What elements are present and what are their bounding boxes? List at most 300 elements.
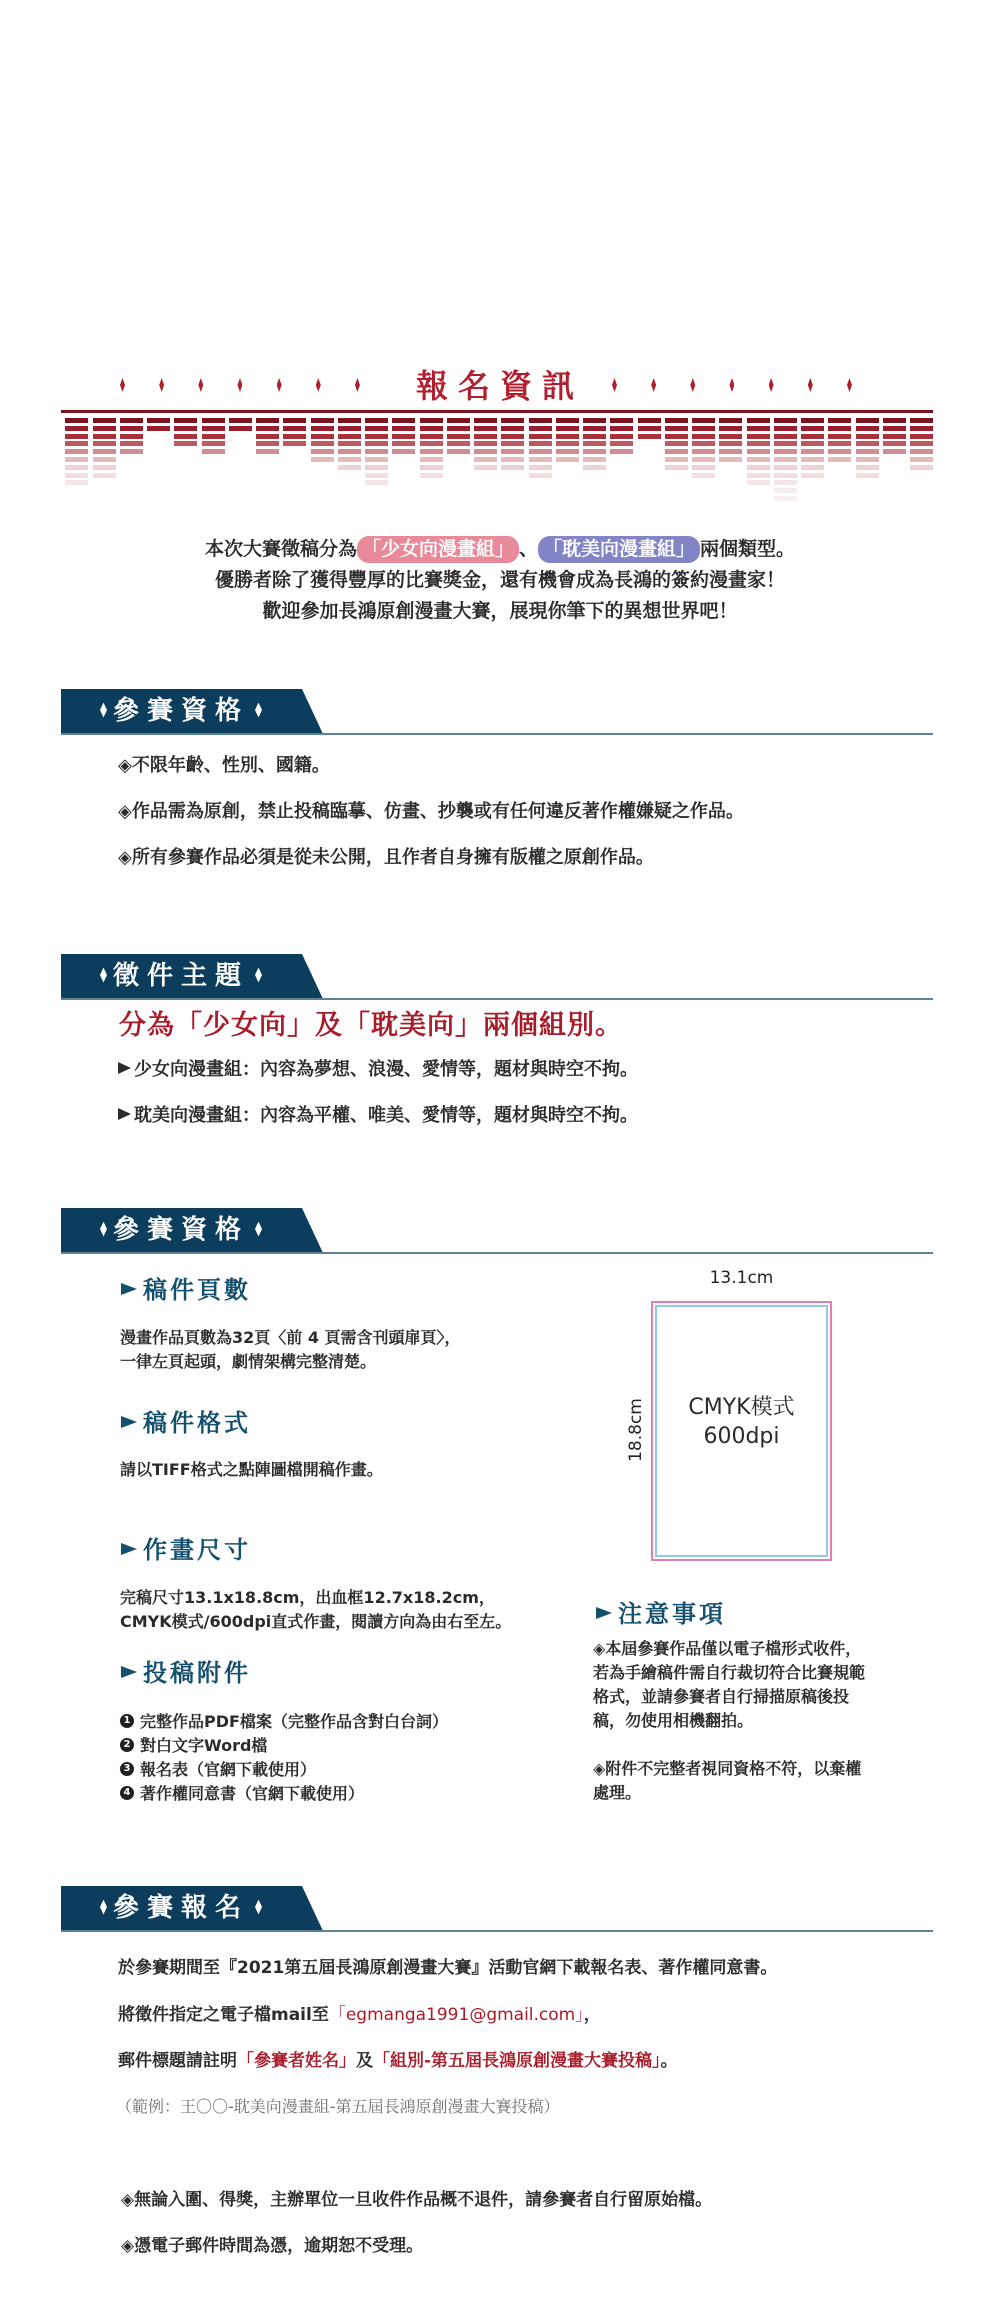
equalizer-cell bbox=[801, 441, 824, 446]
equalizer-cell bbox=[365, 434, 388, 439]
equalizer-column bbox=[747, 418, 770, 488]
equalizer-column bbox=[474, 418, 497, 473]
equalizer-cell bbox=[365, 449, 388, 454]
notes-item-1 bbox=[593, 1637, 865, 1733]
equalizer-cell bbox=[556, 426, 579, 431]
attachment-item bbox=[120, 1710, 448, 1734]
equalizer-cell bbox=[311, 441, 334, 446]
note-line: 格式，並請參賽者自行掃描原稿後投 bbox=[593, 1687, 850, 1706]
eligibility-item: ◈所有參賽作品必須是從未公開，且作者自身擁有版權之原創作品。 bbox=[118, 847, 654, 868]
banner-rule bbox=[61, 410, 933, 413]
diamond-icon bbox=[612, 378, 617, 392]
equalizer-cell bbox=[174, 434, 197, 439]
equalizer-cell bbox=[311, 418, 334, 423]
equalizer-cell bbox=[392, 426, 415, 431]
equalizer-cell bbox=[610, 418, 633, 423]
equalizer-cell bbox=[747, 418, 770, 423]
equalizer-column bbox=[93, 418, 116, 480]
attachment-item bbox=[120, 1782, 448, 1806]
subheading-notes bbox=[596, 1594, 726, 1629]
equalizer-cell bbox=[747, 441, 770, 446]
equalizer-cell bbox=[583, 465, 606, 470]
diamond-icon bbox=[255, 703, 262, 718]
registration-note: ◈無論入圍、得獎，主辦單位一旦收件作品概不退件，請參賽者自行留原始檔。 bbox=[121, 2190, 713, 2210]
equalizer-cell bbox=[501, 465, 524, 470]
equalizer-cell bbox=[501, 441, 524, 446]
equalizer-cell bbox=[774, 434, 797, 439]
equalizer-cell bbox=[583, 449, 606, 454]
equalizer-column bbox=[774, 418, 797, 504]
intro-text bbox=[0, 534, 1000, 627]
registration-line-3-prefix: 郵件標題請註明 bbox=[118, 2051, 237, 2071]
equalizer-cell bbox=[883, 449, 906, 454]
section-title bbox=[61, 689, 301, 734]
pointer-arrow-icon bbox=[121, 1416, 137, 1428]
equalizer-cell bbox=[665, 418, 688, 423]
pointer-arrow-icon bbox=[121, 1283, 137, 1295]
equalizer-cell bbox=[856, 465, 879, 470]
equalizer-cell bbox=[529, 418, 552, 423]
registration-line-3-suffix: 。 bbox=[660, 2051, 678, 2071]
equalizer-cell bbox=[719, 434, 742, 439]
equalizer-cell bbox=[365, 418, 388, 423]
equalizer-cell bbox=[556, 418, 579, 423]
dpi-label: 600dpi bbox=[703, 1424, 780, 1449]
equalizer-cell bbox=[365, 480, 388, 485]
note-line: 處理。 bbox=[593, 1783, 642, 1802]
equalizer-cell bbox=[229, 418, 252, 423]
equalizer-cell bbox=[283, 441, 306, 446]
equalizer-cell bbox=[392, 441, 415, 446]
equalizer-cell bbox=[692, 441, 715, 446]
equalizer-cell bbox=[529, 441, 552, 446]
equalizer-cell bbox=[556, 441, 579, 446]
section-title bbox=[61, 1208, 301, 1253]
section-title-text: 參賽資格 bbox=[112, 1215, 249, 1245]
equalizer-cell bbox=[65, 465, 88, 470]
registration-line-2 bbox=[118, 2002, 601, 2028]
equalizer-column bbox=[529, 418, 552, 480]
intro-line-1-prefix: 本次大賽徵稿分為 bbox=[204, 538, 357, 560]
equalizer-column bbox=[120, 418, 143, 457]
equalizer-cell bbox=[638, 434, 661, 439]
equalizer-cell bbox=[365, 441, 388, 446]
theme-item bbox=[118, 1103, 638, 1129]
diamond-icon bbox=[847, 378, 852, 392]
equalizer-cell bbox=[256, 426, 279, 431]
equalizer-cell bbox=[583, 457, 606, 462]
section-header-theme bbox=[61, 954, 933, 1000]
equalizer-cell bbox=[447, 418, 470, 423]
equalizer-cell bbox=[828, 426, 851, 431]
equalizer-cell bbox=[556, 457, 579, 462]
equalizer-cell bbox=[365, 426, 388, 431]
equalizer-cell bbox=[583, 441, 606, 446]
number-bullet-icon: 2 bbox=[120, 1738, 134, 1752]
equalizer-cell bbox=[747, 434, 770, 439]
size-text bbox=[120, 1586, 511, 1634]
equalizer-cell bbox=[856, 426, 879, 431]
equalizer-cell bbox=[719, 441, 742, 446]
equalizer-cell bbox=[719, 418, 742, 423]
equalizer-cell bbox=[774, 457, 797, 462]
equalizer-cell bbox=[174, 426, 197, 431]
eligibility-item: ◈不限年齡、性別、國籍。 bbox=[118, 755, 330, 776]
equalizer-cell bbox=[610, 449, 633, 454]
equalizer-cell bbox=[93, 434, 116, 439]
equalizer-cell bbox=[256, 418, 279, 423]
registration-line-1: 於參賽期間至『2021第五屆長鴻原創漫畫大賽』活動官網下載報名表、著作權同意書。 bbox=[118, 1958, 778, 1978]
equalizer-cell bbox=[801, 434, 824, 439]
equalizer-cell bbox=[147, 418, 170, 423]
equalizer-cell bbox=[747, 480, 770, 485]
equalizer-cell bbox=[392, 418, 415, 423]
theme-item-text: 耽美向漫畫組：內容為平權、唯美、愛情等，題材與時空不拘。 bbox=[134, 1105, 638, 1126]
section-header-registration bbox=[61, 1886, 933, 1932]
equalizer-cell bbox=[474, 441, 497, 446]
equalizer-cell bbox=[828, 418, 851, 423]
equalizer-cell bbox=[665, 449, 688, 454]
registration-note: ◈憑電子郵件時間為憑，逾期恕不受理。 bbox=[121, 2236, 424, 2256]
equalizer-cell bbox=[801, 465, 824, 470]
equalizer-cell bbox=[338, 434, 361, 439]
subheading-text: 注意事項 bbox=[618, 1600, 726, 1628]
equalizer-cell bbox=[420, 473, 443, 478]
equalizer-column bbox=[556, 418, 579, 465]
equalizer-cell bbox=[883, 418, 906, 423]
format-text: 請以TIFF格式之點陣圖檔開稿作畫。 bbox=[120, 1460, 383, 1479]
equalizer-cell bbox=[610, 434, 633, 439]
equalizer-cell bbox=[474, 434, 497, 439]
subheading-format bbox=[121, 1403, 251, 1438]
section-title-text: 參賽報名 bbox=[112, 1893, 249, 1923]
equalizer-cell bbox=[174, 441, 197, 446]
equalizer-cell bbox=[474, 457, 497, 462]
equalizer-cell bbox=[120, 418, 143, 423]
equalizer-cell bbox=[692, 426, 715, 431]
equalizer-cell bbox=[610, 441, 633, 446]
diamond-icon bbox=[100, 968, 107, 983]
equalizer-cell bbox=[93, 449, 116, 454]
equalizer-cell bbox=[474, 418, 497, 423]
registration-line-2-suffix: ， bbox=[583, 2005, 601, 2025]
equalizer-cell bbox=[828, 441, 851, 446]
equalizer-column bbox=[583, 418, 606, 473]
subheading-text: 投稿附件 bbox=[143, 1659, 251, 1687]
equalizer-cell bbox=[856, 434, 879, 439]
equalizer-cell bbox=[747, 473, 770, 478]
pointer-arrow-icon bbox=[118, 1108, 131, 1120]
equalizer-cell bbox=[665, 465, 688, 470]
equalizer-cell bbox=[474, 449, 497, 454]
diamond-icon bbox=[100, 703, 107, 718]
equalizer-column bbox=[665, 418, 688, 473]
attachments-list bbox=[120, 1710, 448, 1806]
equalizer-cell bbox=[910, 465, 933, 470]
equalizer-cell bbox=[447, 449, 470, 454]
attachment-text: 對白文字Word檔 bbox=[140, 1736, 268, 1755]
equalizer-cell bbox=[529, 457, 552, 462]
equalizer-cell bbox=[338, 418, 361, 423]
pointer-arrow-icon bbox=[596, 1607, 612, 1619]
equalizer-cell bbox=[93, 426, 116, 431]
subject-group-requirement: 「組別-第五屆長鴻原創漫畫大賽投稿」 bbox=[373, 2051, 661, 2071]
equalizer-cell bbox=[692, 434, 715, 439]
theme-headline: 分為「少女向」及「耽美向」兩個組別。 bbox=[119, 1010, 623, 1041]
equalizer-cell bbox=[65, 457, 88, 462]
number-bullet-icon: 4 bbox=[120, 1786, 134, 1800]
registration-line-2-prefix: 將徵件指定之電子檔mail至 bbox=[118, 2005, 329, 2025]
equalizer-cell bbox=[529, 473, 552, 478]
equalizer-cell bbox=[202, 449, 225, 454]
equalizer-cell bbox=[447, 434, 470, 439]
equalizer-column bbox=[692, 418, 715, 480]
diamond-icon bbox=[651, 378, 656, 392]
size-line: CMYK模式/600dpi直式作畫，閱讀方向為由右至左。 bbox=[120, 1612, 512, 1631]
equalizer-cell bbox=[910, 441, 933, 446]
attachment-item bbox=[120, 1758, 448, 1782]
equalizer-cell bbox=[801, 449, 824, 454]
equalizer-cell bbox=[93, 465, 116, 470]
equalizer-cell bbox=[120, 434, 143, 439]
intro-line-2: 優勝者除了獲得豐厚的比賽獎金，還有機會成為長鴻的簽約漫畫家！ bbox=[214, 569, 785, 591]
equalizer-cell bbox=[311, 426, 334, 431]
equalizer-column bbox=[420, 418, 443, 480]
equalizer-cell bbox=[283, 418, 306, 423]
size-line: 完稿尺寸13.1x18.8cm，出血框12.7x18.2cm， bbox=[120, 1588, 495, 1607]
equalizer-cell bbox=[774, 418, 797, 423]
equalizer-cell bbox=[665, 457, 688, 462]
theme-item bbox=[118, 1057, 638, 1083]
equalizer-cell bbox=[883, 434, 906, 439]
equalizer-cell bbox=[256, 449, 279, 454]
equalizer-cell bbox=[202, 426, 225, 431]
equalizer-cell bbox=[638, 426, 661, 431]
equalizer-cell bbox=[311, 449, 334, 454]
equalizer-cell bbox=[365, 473, 388, 478]
equalizer-cell bbox=[774, 426, 797, 431]
equalizer-cell bbox=[692, 418, 715, 423]
section-title bbox=[61, 954, 301, 999]
subheading-pages bbox=[121, 1270, 251, 1305]
equalizer-cell bbox=[256, 434, 279, 439]
equalizer-cell bbox=[283, 434, 306, 439]
equalizer-cell bbox=[202, 418, 225, 423]
equalizer-cell bbox=[583, 426, 606, 431]
equalizer-cell bbox=[747, 426, 770, 431]
equalizer-cell bbox=[774, 496, 797, 501]
equalizer-cell bbox=[174, 418, 197, 423]
equalizer-cell bbox=[529, 434, 552, 439]
equalizer-cell bbox=[420, 457, 443, 462]
equalizer-column bbox=[311, 418, 334, 465]
equalizer-cell bbox=[665, 441, 688, 446]
intro-line-1-suffix: 兩個類型。 bbox=[700, 538, 796, 560]
equalizer-cell bbox=[120, 441, 143, 446]
pointer-arrow-icon bbox=[118, 1062, 131, 1074]
equalizer-column bbox=[610, 418, 633, 457]
equalizer-column bbox=[147, 418, 170, 434]
equalizer-cell bbox=[501, 418, 524, 423]
subheading-attachments bbox=[121, 1653, 251, 1688]
equalizer-cell bbox=[65, 418, 88, 423]
equalizer-cell bbox=[283, 426, 306, 431]
equalizer-cell bbox=[65, 449, 88, 454]
subheading-text: 稿件格式 bbox=[143, 1409, 251, 1437]
equalizer-cell bbox=[474, 426, 497, 431]
equalizer-cell bbox=[501, 434, 524, 439]
submission-email-link[interactable]: 「egmanga1991@gmail.com」 bbox=[328, 2005, 584, 2025]
diamond-icon bbox=[255, 1900, 262, 1915]
number-bullet-icon: 1 bbox=[120, 1714, 134, 1728]
equalizer-cell bbox=[910, 457, 933, 462]
registration-line-3 bbox=[118, 2048, 678, 2074]
equalizer-cell bbox=[774, 473, 797, 478]
diamond-icon bbox=[808, 378, 813, 392]
diamond-icon bbox=[729, 378, 734, 392]
equalizer-cell bbox=[856, 449, 879, 454]
equalizer-column bbox=[365, 418, 388, 488]
section-header-spec bbox=[61, 1208, 933, 1254]
theme-item-text: 少女向漫畫組：內容為夢想、浪漫、愛情等，題材與時空不拘。 bbox=[134, 1059, 638, 1080]
diamond-icon bbox=[100, 1900, 107, 1915]
separator: 、 bbox=[518, 538, 538, 560]
bl-group-badge: 「耽美向漫畫組」 bbox=[538, 536, 700, 563]
diamond-icon bbox=[769, 378, 774, 392]
equalizer-cell bbox=[583, 418, 606, 423]
equalizer-column bbox=[392, 418, 415, 457]
page-spec-label bbox=[651, 1393, 832, 1451]
color-mode-label: CMYK模式 bbox=[688, 1395, 795, 1420]
equalizer-cell bbox=[883, 441, 906, 446]
equalizer-cell bbox=[828, 457, 851, 462]
equalizer-cell bbox=[501, 426, 524, 431]
equalizer-cell bbox=[420, 449, 443, 454]
equalizer-cell bbox=[202, 441, 225, 446]
equalizer-cell bbox=[93, 441, 116, 446]
note-line: 稿，勿使用相機翻拍。 bbox=[593, 1711, 754, 1730]
equalizer-column bbox=[65, 418, 88, 488]
equalizer-cell bbox=[801, 418, 824, 423]
subject-name-requirement: 「參賽者姓名」 bbox=[237, 2051, 356, 2071]
diamond-icon bbox=[690, 378, 695, 392]
equalizer-cell bbox=[501, 449, 524, 454]
equalizer-cell bbox=[420, 441, 443, 446]
equalizer-column bbox=[719, 418, 742, 465]
equalizer-cell bbox=[338, 441, 361, 446]
registration-example: （範例：王〇〇-耽美向漫畫組-第五屆長鴻原創漫畫大賽投稿） bbox=[116, 2097, 560, 2116]
pages-text bbox=[120, 1326, 461, 1374]
equalizer-cell bbox=[420, 465, 443, 470]
equalizer-cell bbox=[338, 426, 361, 431]
equalizer-column bbox=[883, 418, 906, 457]
subheading-size bbox=[121, 1530, 251, 1565]
equalizer-cell bbox=[65, 473, 88, 478]
intro-line-1 bbox=[0, 534, 1000, 565]
equalizer-cell bbox=[719, 457, 742, 462]
equalizer-cell bbox=[120, 426, 143, 431]
equalizer-cell bbox=[692, 465, 715, 470]
section-title-text: 徵件主題 bbox=[112, 961, 249, 991]
equalizer-cell bbox=[501, 457, 524, 462]
note-line: ◈附件不完整者視同資格不符，以棄權 bbox=[593, 1759, 862, 1778]
attachment-text: 完整作品PDF檔案（完整作品含對白台詞） bbox=[140, 1712, 448, 1731]
equalizer-cell bbox=[529, 465, 552, 470]
equalizer-column bbox=[256, 418, 279, 457]
equalizer-cell bbox=[93, 473, 116, 478]
banner-title: 報名資訊 bbox=[415, 367, 584, 405]
equalizer-column bbox=[202, 418, 225, 457]
equalizer-cell bbox=[65, 434, 88, 439]
subheading-text: 作畫尺寸 bbox=[143, 1536, 251, 1564]
equalizer-cell bbox=[665, 426, 688, 431]
equalizer-cell bbox=[147, 426, 170, 431]
equalizer-cell bbox=[338, 465, 361, 470]
equalizer-column bbox=[910, 418, 933, 473]
equalizer-cell bbox=[365, 457, 388, 462]
equalizer-cell bbox=[774, 480, 797, 485]
equalizer-cell bbox=[719, 449, 742, 454]
equalizer-cell bbox=[692, 449, 715, 454]
equalizer-cell bbox=[93, 457, 116, 462]
equalizer-cell bbox=[665, 434, 688, 439]
equalizer-column bbox=[828, 418, 851, 465]
equalizer-cell bbox=[801, 426, 824, 431]
equalizer-cell bbox=[692, 473, 715, 478]
equalizer-column bbox=[501, 418, 524, 473]
equalizer-cell bbox=[93, 418, 116, 423]
equalizer-cell bbox=[692, 457, 715, 462]
equalizer-cell bbox=[801, 473, 824, 478]
equalizer-cell bbox=[801, 457, 824, 462]
section-header-eligibility bbox=[61, 689, 933, 735]
subheading-text: 稿件頁數 bbox=[143, 1276, 251, 1304]
equalizer-cell bbox=[856, 418, 879, 423]
notes-item-2 bbox=[593, 1757, 861, 1805]
equalizer-cell bbox=[529, 426, 552, 431]
pages-line: 一律左頁起頭，劇情架構完整清楚。 bbox=[120, 1352, 377, 1371]
pointer-arrow-icon bbox=[121, 1543, 137, 1555]
note-line: 若為手繪稿件需自行裁切符合比賽規範 bbox=[593, 1663, 866, 1682]
banner-diamonds-right bbox=[612, 378, 852, 396]
equalizer-cell bbox=[420, 418, 443, 423]
equalizer-cell bbox=[747, 457, 770, 462]
equalizer-cell bbox=[65, 480, 88, 485]
equalizer-column bbox=[283, 418, 306, 449]
section-title bbox=[61, 1886, 301, 1931]
equalizer-cell bbox=[447, 426, 470, 431]
equalizer-cell bbox=[910, 449, 933, 454]
equalizer-cell bbox=[774, 449, 797, 454]
equalizer-cell bbox=[774, 441, 797, 446]
intro-line-3: 歡迎參加長鴻原創漫畫大賽，展現你筆下的異想世界吧！ bbox=[262, 600, 738, 622]
attachment-text: 報名表（官網下載使用） bbox=[140, 1760, 317, 1779]
equalizer-cell bbox=[747, 465, 770, 470]
note-line: ◈本屆參賽作品僅以電子檔形式收件， bbox=[593, 1639, 862, 1658]
equalizer-cell bbox=[828, 434, 851, 439]
shoujo-group-badge: 「少女向漫畫組」 bbox=[357, 536, 519, 563]
equalizer-column bbox=[447, 418, 470, 457]
equalizer-cell bbox=[856, 457, 879, 462]
equalizer-cell bbox=[256, 441, 279, 446]
equalizer-cell bbox=[774, 488, 797, 493]
number-bullet-icon: 3 bbox=[120, 1762, 134, 1776]
equalizer-cell bbox=[774, 465, 797, 470]
equalizer-cell bbox=[65, 426, 88, 431]
pages-line: 漫畫作品頁數為32頁〈前 4 頁需含刊頭扉頁〉， bbox=[120, 1328, 461, 1347]
equalizer-column bbox=[801, 418, 824, 480]
attachment-text: 著作權同意書（官網下載使用） bbox=[140, 1784, 365, 1803]
